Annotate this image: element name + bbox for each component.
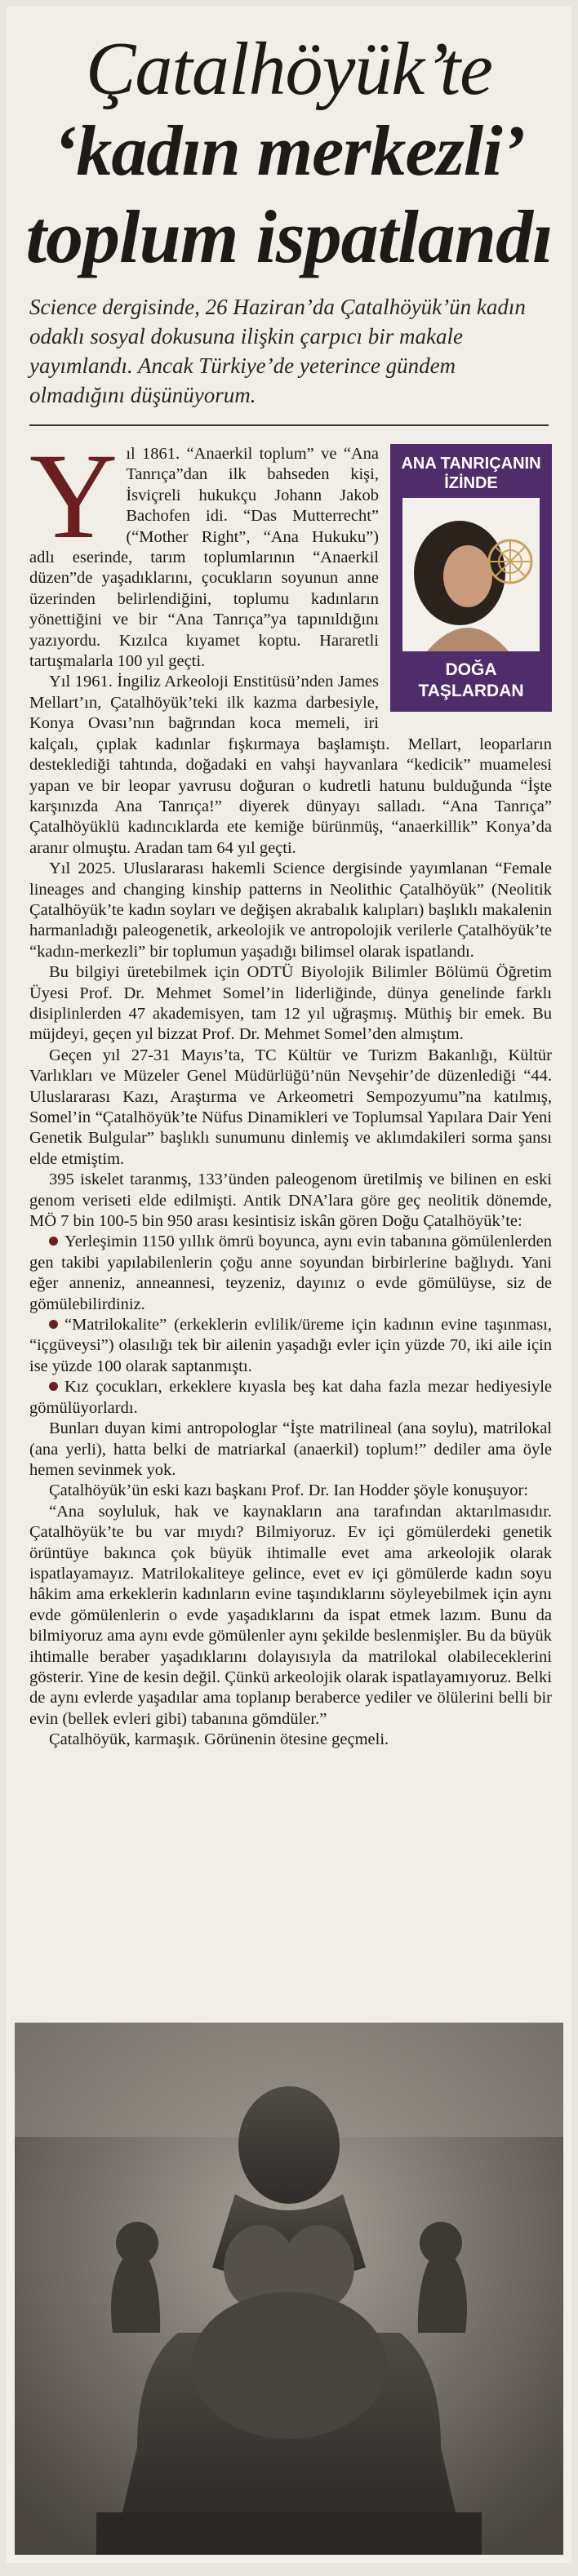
author-portrait [402, 498, 540, 651]
bullet-dot-icon [49, 1382, 58, 1391]
paragraph-5: Geçen yıl 27-31 Mayıs’ta, TC Kültür ve Turizm Bakanlığı, Kültür Varlıkları ve Müzeler Genel Müdürlüğü’nün Nevşehir’de düzenlediği “44. Uluslararası Kazı, Araştırma ve Arkeometri Sempozyumu”na katılmış, Somel’in “Çatalhöyük’te Nüfus Dinamikleri ve Toplumsal Yapılara Dair Yeni Genetik Bulgular” başlıklı sunumunu dinlemiş ve aklımdakileri sorma şansı elde etmiştim. [29, 1046, 552, 1168]
bullet-dot-icon [49, 1320, 58, 1329]
drop-cap: Y [29, 429, 118, 564]
paragraph-2: Yıl 1961. İngiliz Arkeoloji Enstitüsü’nden James Mellart’ın, Çatalhöyük’teki ilk kazma darbesiyle, Konya Ovası’nın bağrından koca memeli, iri kalçalı, çıplak kadınlar fışkırmaya başlamıştı. Mellart, leoparların desteklediği tahtında, doğadaki en vahşi hayvanlara “kedicik” muamelesi yapan ve bir leopar yavrusu doğuran o kudretli hatunu bulduğunda “İşte karşınızda Ana Tanrıça!” diyerek dünyayı salladı. “Ana Tanrıça” Çatalhöyüklü kadıncıklarda ete kemiğe bürünmüş, “anaerkillik” Konya’da aranır olmuştu. Aradan tam 64 yıl geçti. [29, 673, 552, 857]
headline-line-1: Çatalhöyük’te [86, 27, 492, 110]
bullet-item-1: Yerleşimin 1150 yıllık ömrü boyunca, aynı evin tabanına gömülenlerden gen takibi yapılabilenlerin çoğu anne soyundan birbirlerine bağlıydı. Yani eğer anneniz, anneannesi, teyzeniz, dayınız o evde gömülüyse, siz de gömülebilirdiniz. [29, 1232, 552, 1313]
paragraph-4: Bu bilgiyi üretebilmek için ODTÜ Biyolojik Bilimler Bölümü Öğretim Üyesi Prof. Dr. Mehmet Somel’in liderliğinde, dünya genelinde farklı disiplinlerden 47 akademisyen, tam 12 yıl uğraşmış. Müthiş bir emek. Bu müjdeyi, geçen yıl bizzat Prof. Dr. Mehmet Somel’den almıştım. [29, 963, 552, 1044]
figurine-image [15, 2023, 563, 2555]
paragraph-7: Bunları duyan kimi antropologlar “İşte matrilineal (ana soylu), matrilokal (ana yerli), hatta belki de matriarkal (anaerkil) toplum!” dediler ama öyle hemen sevinmek yok. [29, 1419, 552, 1479]
bullet-item-2: “Matrilokalite” (erkeklerin evlilik/üreme için kadının evine taşınması, “içgüveysi”) olasılığı tek bir ailenin yaşadığı evler için yüzde 70, iki aile için ise yüzde 100 olarak saptanmıştı. [29, 1316, 552, 1375]
bullet-item-3: Kız çocukları, erkeklere kıyasla beş kat daha fazla mezar hediyesiyle gömülüyorlardı. [29, 1378, 552, 1417]
article-body [29, 429, 552, 1751]
column-sidebar [390, 444, 552, 712]
author-name: DOĞA TAŞLARDAN [418, 660, 524, 700]
deck-subtitle: Science dergisinde, 26 Haziran’da Çatalhöyük’ün kadın odaklı sosyal dokusuna ilişkin çarpıcı bir makale yayımlandı. Ancak Türkiye’de yeterince gündem olmadığını düşünüyorum. [29, 295, 526, 407]
headline-line-2: ‘kadın merkezli’ [53, 112, 525, 191]
paragraph-6: 395 iskelet taranmış, 133’ünden paleogenom üretilmiş ve bilinen en eski genom veriseti elde edilmişti. Antik DNA’lara göre geç neolitik dönemde, MÖ 7 bin 100-5 bin 950 arası kesintisiz iskân gören Doğu Çatalhöyük’te: [29, 1170, 552, 1231]
paragraph-8: Çatalhöyük’ün eski kazı başkanı Prof. Dr. Ian Hodder şöyle konuşuyor: [49, 1481, 528, 1500]
headline [7, 7, 571, 281]
newspaper-page [7, 7, 571, 2563]
paragraph-3: Yıl 2025. Uluslararası hakemli Science dergisinde yayımlanan “Female lineages and changing kinship patterns in Neolithic Çatalhöyük” (Neolitik Çatalhöyük’te kadın soyları ve değişen akrabalık kalıpları) başlıklı makalenin harmanladığı paleogenetik, arkeolojik ve antropolojik verilerle Çatalhöyük’te “kadın-merkezli” bir toplumun yaşadığı bilimsel olarak ispatlandı. [29, 859, 552, 961]
deck-divider [29, 424, 549, 426]
author-portrait-image [402, 498, 540, 651]
column-title: ANA TANRIÇANIN İZİNDE [401, 455, 541, 492]
headline-line-3: toplum ispatlandı [25, 195, 553, 278]
mother-goddess-figurine-photo [15, 2023, 563, 2555]
bullet-dot-icon [49, 1237, 58, 1246]
paragraph-1: Yıl 1861. “Anaerkil toplum” ve “Ana Tanrıça”dan ilk bahseden kişi, İsviçreli hukukçu Johann Jakob Bachofen idi. “Das Mutterrecht” (“Mother Right”, “Ana Hukuku”) adlı eserinde, tarım toplumlarının “Anaerkil düzen”de yaşadıklarını, çocukların soyunun anne üzerinden belirlendiğini, toplumu kadınların yönettiğini ve bir “Ana Tanrıça”ya tapınıldığını yazıyordu. Kızılca kıyamet koptu. Hararetli tartışmalarla 100 yıl geçti. [29, 429, 379, 671]
paragraph-9: “Ana soyluluk, hak ve kaynakların ana tarafından aktarılmasıdır. Çatalhöyük’te bu var mıydı? Bilmiyoruz. Ev içi gömülerdeki genetik örüntüye bakınca çok büyük ihtimalle evet ama arkeolojik olarak ispatlayamayız. Matrilokaliteye gelince, evet ev içi gömülerde kadın soyu hâkim ama erkeklerin kadınların evine taşındıklarını söyleyebilmek için aynı evde gömülenlerin o evde yaşadıklarını da ispat etmek lazım. Bunu da bilmiyoruz ama aynı evde gömülenler aynı şekilde beslenmişler. Bu da büyük ihtimalle beraber yaşadıklarını dolayısıyla da matrilokal olabileceklerini gösterir. Yine de kesin değil. Çünkü arkeolojik olarak ispatlayamıyoruz. Belki de aynı evlerde yaşadılar ama toplanıp beraberce yediler ve ölülerini belli bir evin (bellek evleri gibi) tabanına gömdüler.” [29, 1502, 552, 1728]
paragraph-10: Çatalhöyük, karmaşık. Görünenin ötesine geçmeli. [49, 1730, 389, 1749]
